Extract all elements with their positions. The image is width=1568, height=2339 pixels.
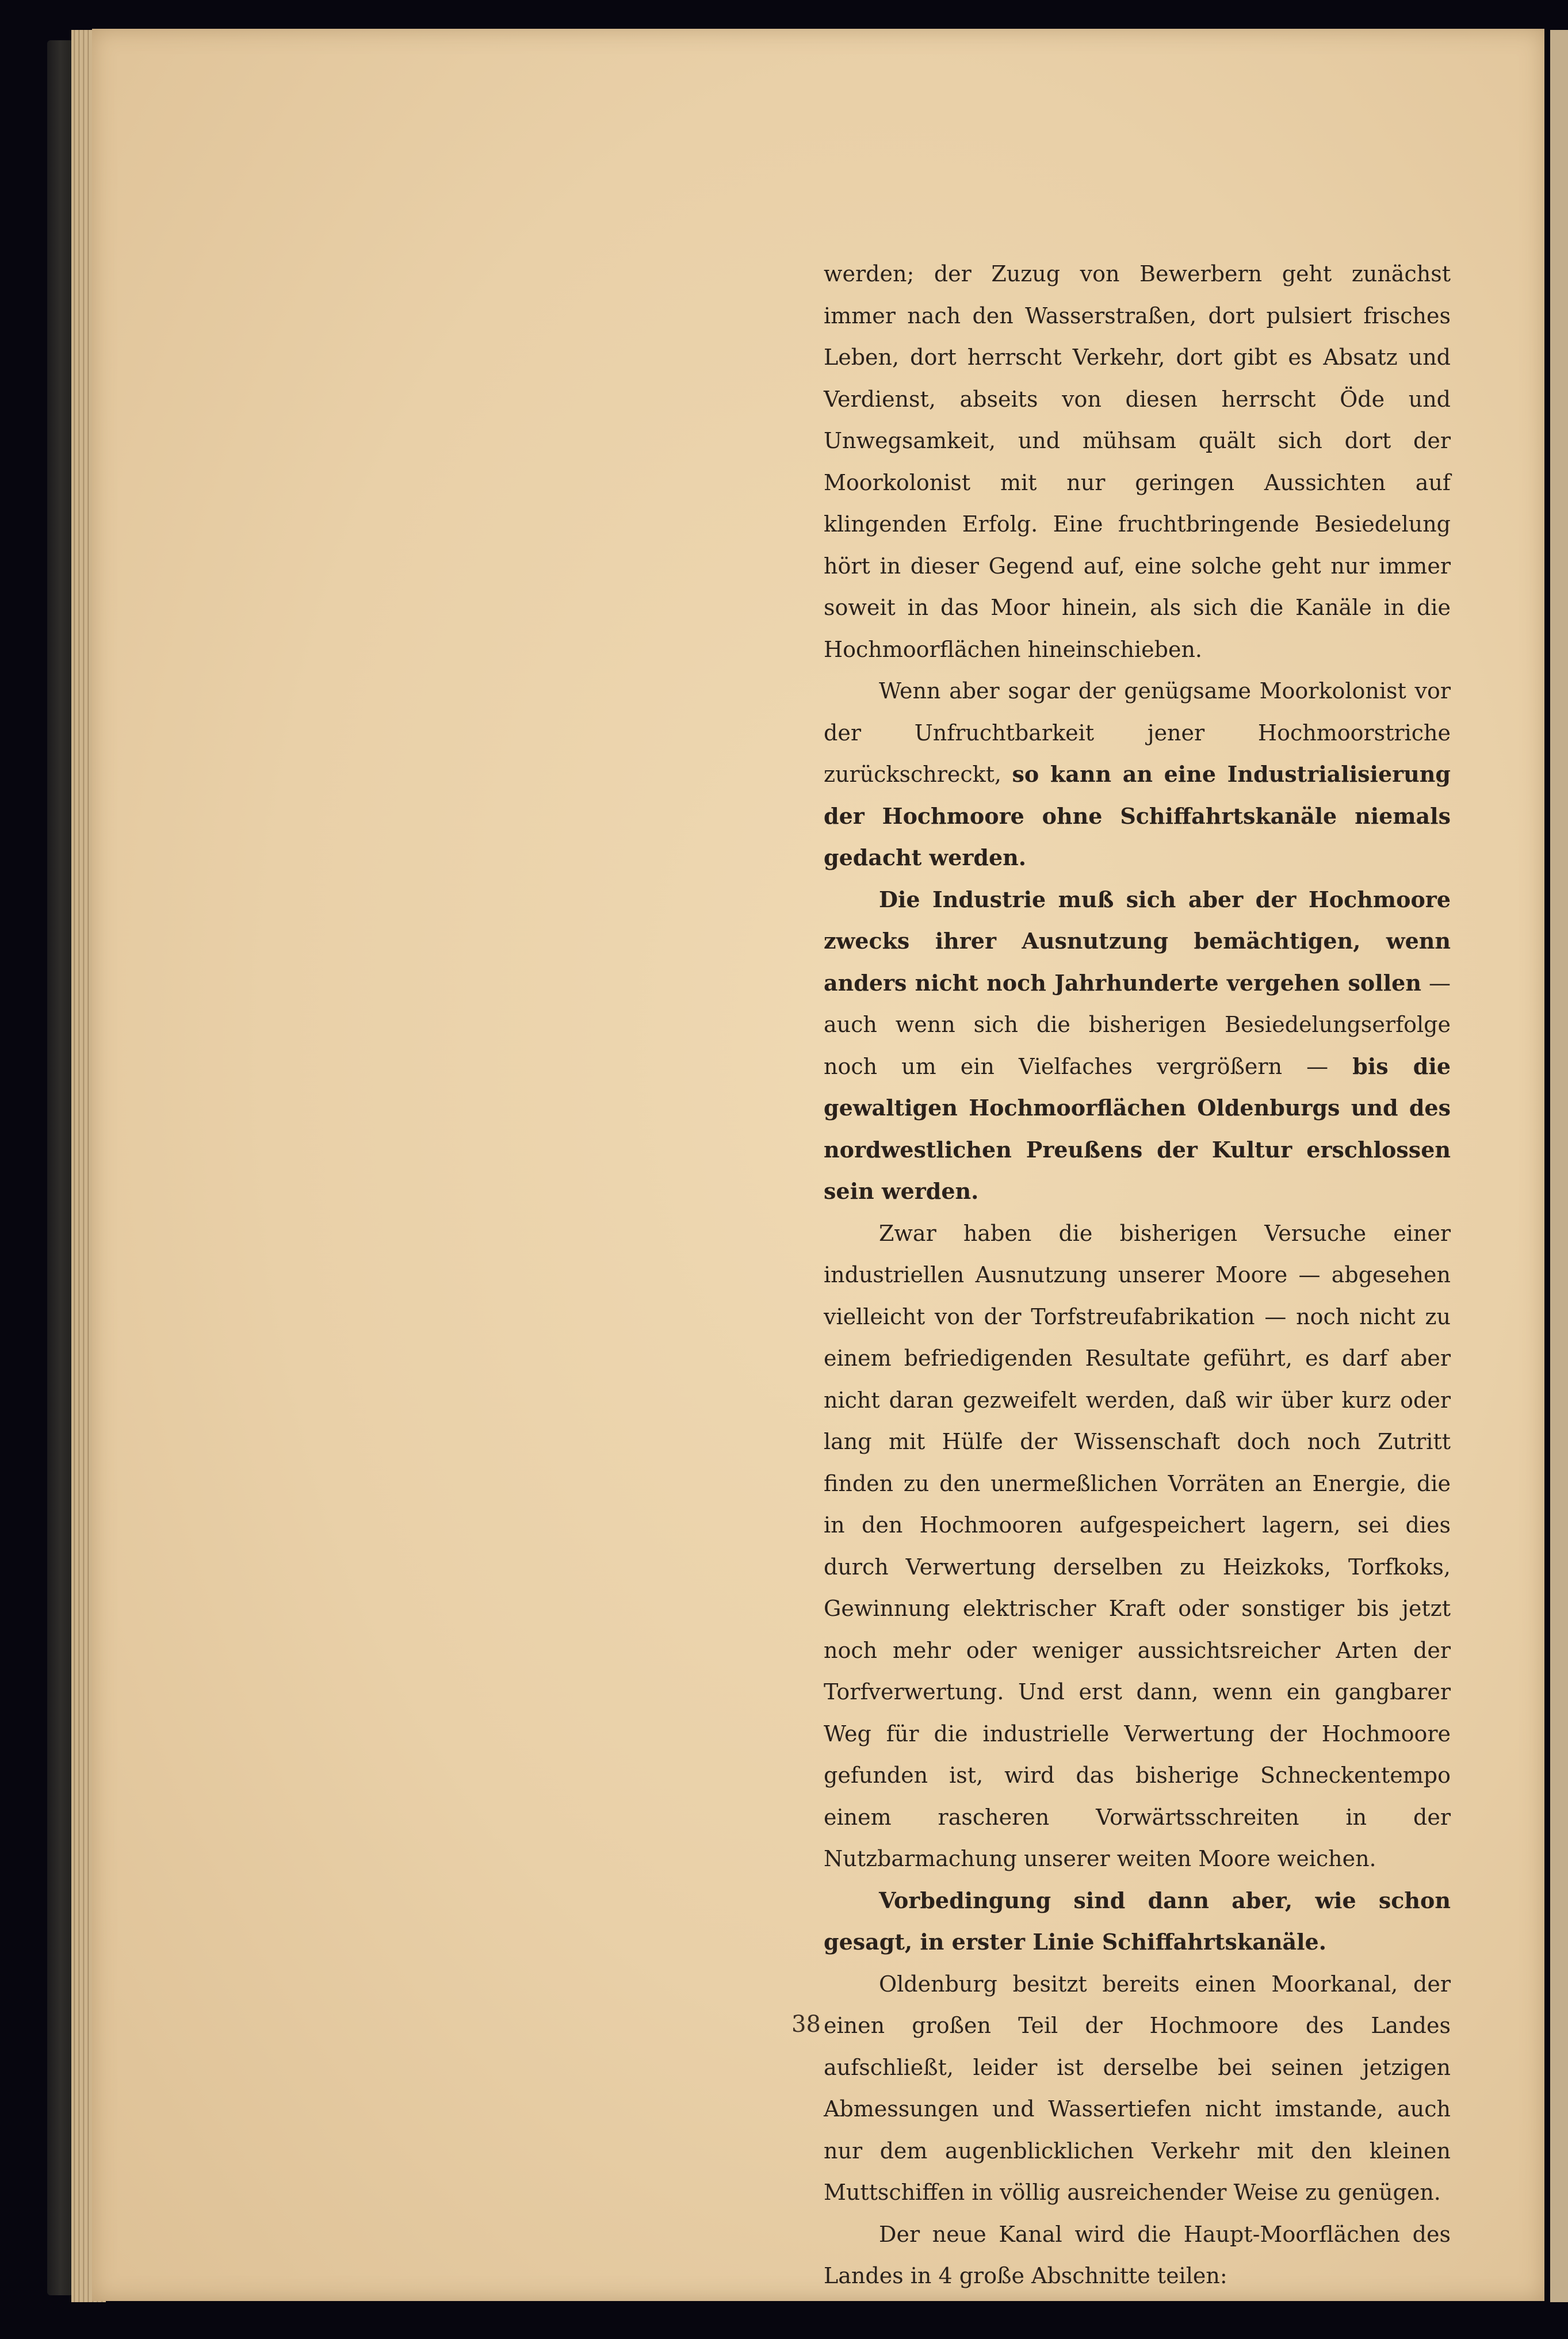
paragraph (824, 879, 1451, 1213)
paragraph (824, 1213, 1451, 1880)
body-text (824, 253, 1451, 2297)
paragraph (824, 2214, 1451, 2297)
page-number: 38 (791, 2011, 821, 2038)
text-run-bold: Die Industrie muß sich aber der Hochmoore zwecks ihrer Ausnutzung bemächtigen, wenn anders nicht noch Jahrhunderte vergehen sollen (824, 886, 1451, 996)
paragraph (824, 670, 1451, 879)
text-run: werden; der Zuzug von Bewerbern geht zunächst immer nach den Wasserstraßen, dort pulsiert frisches Leben, dort herrscht Verkehr, dort gibt es Absatz und Verdienst, abseits von diesen herrscht Öde und Unwegsamkeit, und mühsam quält sich dort der Moorkolonist mit nur geringen Aussichten auf klingenden Erfolg. Eine fruchtbringende Besiedelung hört in dieser Gegend auf, eine solche geht nur immer soweit in das Moor hinein, als sich die Kanäle in die Hochmoorflächen hineinschieben. (824, 261, 1451, 662)
text-run-bold: bis die gewaltigen Hochmoorflächen Oldenburgs und des nordwestlichen Preußens der Kultur erschlossen sein werden. (824, 1053, 1451, 1204)
text-run-bold: Vorbedingung sind dann aber, wie schon gesagt, in erster Linie Schiffahrtskanäle. (824, 1887, 1451, 1955)
paragraph (824, 1963, 1451, 2214)
paragraph (824, 1880, 1451, 1963)
text-run: — auch wenn sich die bisherigen Besiedelungserfolge noch um ein Vielfaches vergrößern — (824, 970, 1451, 1079)
text-run: Zwar haben die bisherigen Versuche einer industriellen Ausnutzung unserer Moore — abgesehen vielleicht von der Torfstreufabrikation — noch nicht zu einem befriedigenden Resultate geführt, es darf aber nicht daran gezweifelt werden, daß wir über kurz oder lang mit Hülfe der Wissenschaft doch noch Zutritt finden zu den unermeßlichen Vorräten an Energie, die in den Hochmooren aufgespeichert lagern, sei dies durch Verwertung derselben zu Heizkoks, Torfkoks, Gewinnung elektrischer Kraft oder sonstiger bis jetzt noch mehr oder weniger aussichtsreicher Arten der Torfverwertung. Und erst dann, wenn ein gangbarer Weg für die industrielle Verwertung der Hochmoore gefunden ist, wird das bisherige Schneckentempo einem rascheren Vorwärtsschreiten in der Nutzbarmachung unserer weiten Moore weichen. (824, 1220, 1451, 1871)
text-run: Oldenburg besitzt bereits einen Moorkanal, der einen großen Teil der Hochmoore des Landes aufschließt, leider ist derselbe bei seinen jetzigen Abmessungen und Wassertiefen nicht imstande, auch nur dem augenblicklichen Verkehr mit den kleinen Muttschiffen in völlig ausreichender Weise zu genügen. (824, 1971, 1451, 2205)
text-run-bold: so kann an eine Industrialisierung der Hochmoore ohne Schiffahrtskanäle niemals gedacht werden. (824, 761, 1451, 870)
next-page-edge (1550, 30, 1568, 2302)
text-run: Der neue Kanal wird die Haupt-Moorflächen des Landes in 4 große Abschnitte teilen: (824, 2221, 1451, 2288)
text-run: Wenn aber sogar der genügsame Moorkolonist vor der Unfruchtbarkeit jener Hochmoorstriche zurückschreckt, (824, 678, 1451, 787)
paragraph (824, 253, 1451, 670)
